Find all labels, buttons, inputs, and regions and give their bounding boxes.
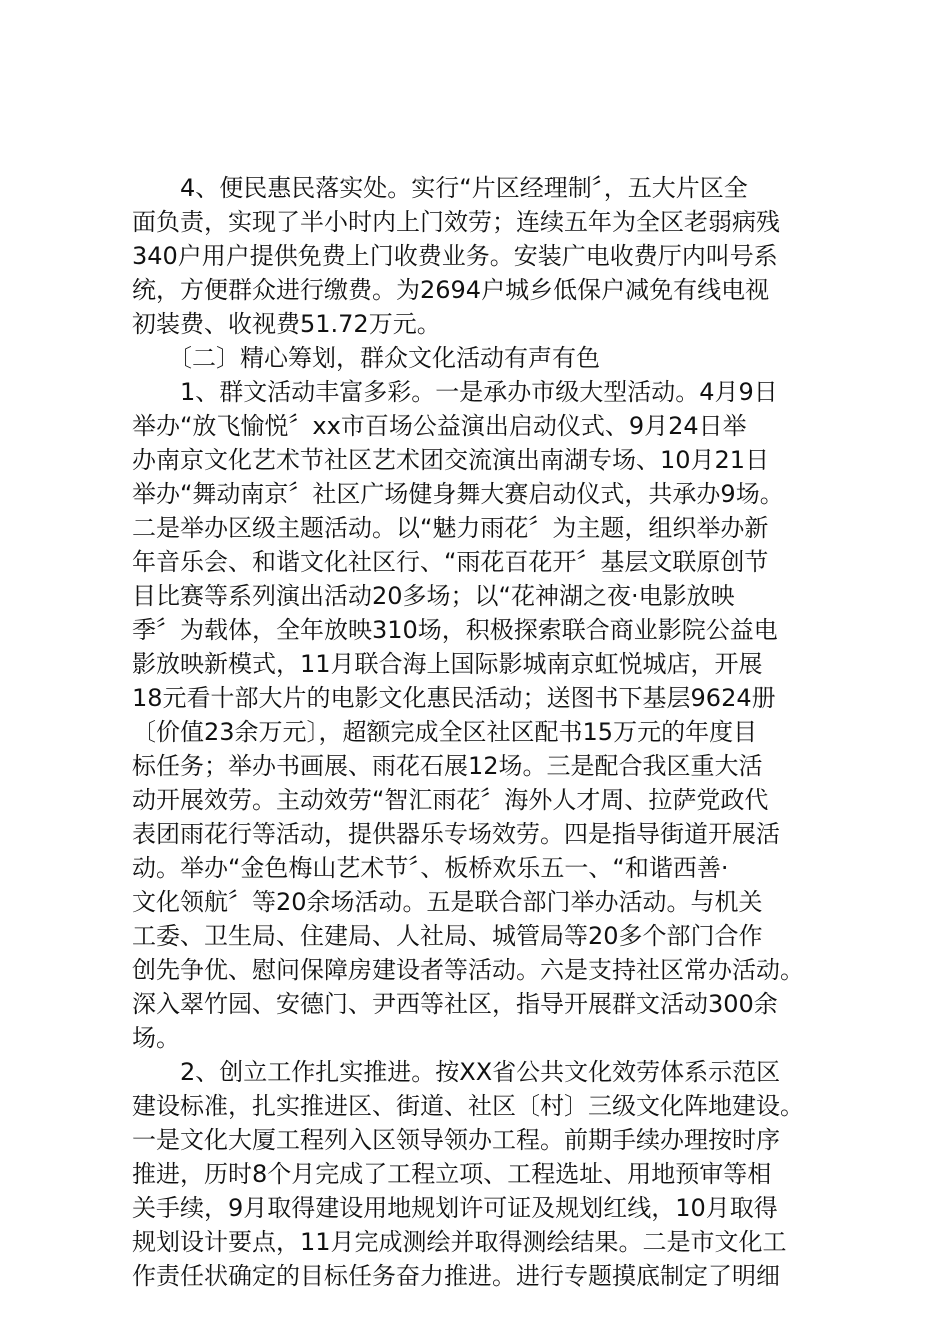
- text-line: 场。: [132, 1024, 180, 1052]
- text-line: 深入翠竹园、安德门、尹西等社区，指导开展群文活动300余: [132, 990, 778, 1018]
- text-line: 〔价值23余万元〕，超额完成全区社区配书15万元的年度目: [132, 718, 758, 746]
- text-line: 目比赛等系列演出活动20多场；以“花神湖之夜·电影放映: [132, 582, 735, 610]
- text-line: 动开展效劳。主动效劳“智汇雨花〞海外人才周、拉萨党政代: [132, 786, 769, 814]
- text-line: 一是文化大厦工程列入区领导领办工程。前期手续办理按时序: [132, 1126, 780, 1154]
- text-line: 二是举办区级主题活动。以“魅力雨花〞为主题，组织举办新: [132, 514, 769, 542]
- text-line: 面负责，实现了半小时内上门效劳；连续五年为全区老弱病残: [132, 208, 780, 236]
- text-line: 举办“舞动南京〞社区广场健身舞大赛启动仪式，共承办9场。: [132, 480, 784, 508]
- text-line: 关手续，9月取得建设用地规划许可证及规划红线，10月取得: [132, 1194, 778, 1222]
- text-line: 创先争优、慰问保障房建设者等活动。六是支持社区常办活动。: [132, 956, 804, 984]
- text-line: 举办“放飞愉悦〞xx市百场公益演出启动仪式、9月24日举: [132, 412, 747, 440]
- text-line: 工委、卫生局、住建局、人社局、城管局等20多个部门合作: [132, 922, 763, 950]
- text-line: 建设标准，扎实推进区、街道、社区〔村〕三级文化阵地建设。: [132, 1092, 804, 1120]
- text-line: 动。举办“金色梅山艺术节〞、板桥欢乐五一、“和谐西善·: [132, 854, 729, 882]
- text-line: 影放映新模式，11月联合海上国际影城南京虹悦城店，开展: [132, 650, 763, 678]
- text-line: 年音乐会、和谐文化社区行、“雨花百花开〞基层文联原创节: [132, 548, 769, 576]
- text-line: 4、便民惠民落实处。实行“片区经理制〞，五大片区全: [132, 174, 748, 202]
- text-line: 18元看十部大片的电影文化惠民活动；送图书下基层9624册: [132, 684, 776, 712]
- text-line: 初装费、收视费51.72万元。: [132, 310, 441, 338]
- text-line: 2、创立工作扎实推进。按XX省公共文化效劳体系示范区: [132, 1058, 781, 1086]
- text-line: 规划设计要点，11月完成测绘并取得测绘结果。二是市文化工: [132, 1228, 787, 1256]
- text-line: 标任务；举办书画展、雨花石展12场。三是配合我区重大活: [132, 752, 763, 780]
- text-line: 推进，历时8个月完成了工程立项、工程选址、用地预审等相: [132, 1160, 772, 1188]
- text-line: 340户用户提供免费上门收费业务。安装广电收费厅内叫号系: [132, 242, 778, 270]
- section-heading: 〔二〕精心筹划，群众文化活动有声有色: [132, 344, 600, 372]
- text-line: 作责任状确定的目标任务奋力推进。进行专题摸底制定了明细: [132, 1262, 780, 1290]
- text-line: 表团雨花行等活动，提供器乐专场效劳。四是指导街道开展活: [132, 820, 780, 848]
- text-line: 统，方便群众进行缴费。为2694户城乡低保户减免有线电视: [132, 276, 770, 304]
- text-line: 1、群文活动丰富多彩。一是承办市级大型活动。4月9日: [132, 378, 778, 406]
- text-line: 文化领航〞等20余场活动。五是联合部门举办活动。与机关: [132, 888, 763, 916]
- text-line: 季〞为载体，全年放映310场，积极探索联合商业影院公益电: [132, 616, 778, 644]
- text-line: 办南京文化艺术节社区艺术团交流演出南湖专场、10月21日: [132, 446, 770, 474]
